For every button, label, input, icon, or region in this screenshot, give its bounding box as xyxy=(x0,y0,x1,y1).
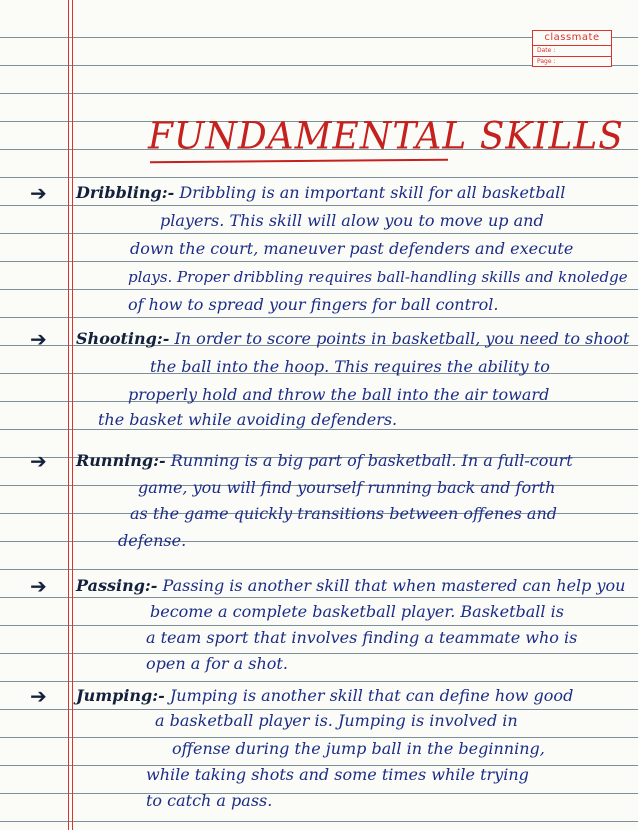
section-line: Passing:- Passing is another skill that when mastered can help you xyxy=(76,576,626,595)
section-line: Dribbling:- Dribbling is an important skill for all basketball xyxy=(76,183,566,202)
section-heading: Dribbling:- xyxy=(76,183,175,202)
section-heading: Running:- xyxy=(76,451,166,470)
margin-line xyxy=(72,0,73,830)
arrow-icon: ➔ xyxy=(30,684,47,708)
section-line: become a complete basketball player. Basketball is xyxy=(150,602,564,621)
section-line: players. This skill will alow you to move up and xyxy=(160,211,544,230)
section-line: while taking shots and some times while trying xyxy=(146,765,529,784)
section-line: the ball into the hoop. This requires the ability to xyxy=(150,357,550,376)
section-heading: Passing:- xyxy=(76,576,158,595)
margin-line xyxy=(68,0,69,830)
section-line: the basket while avoiding defenders. xyxy=(98,410,398,429)
arrow-icon: ➔ xyxy=(30,449,47,473)
section-line: of how to spread your fingers for ball control. xyxy=(128,295,499,314)
arrow-icon: ➔ xyxy=(30,181,47,205)
brand-box xyxy=(532,30,612,67)
section-line: properly hold and throw the ball into the air toward xyxy=(128,385,550,404)
section-line: down the court, maneuver past defenders and execute xyxy=(130,239,574,258)
section-heading: Jumping:- xyxy=(76,686,165,705)
section-line: Jumping:- Jumping is another skill that can define how good xyxy=(76,686,574,705)
section-line: as the game quickly transitions between offenes and xyxy=(130,504,557,523)
section-line: Shooting:- In order to score points in basketball, you need to shoot xyxy=(76,329,630,348)
arrow-icon: ➔ xyxy=(30,574,47,598)
arrow-icon: ➔ xyxy=(30,327,47,351)
date-field: Date : xyxy=(533,46,611,57)
section-line: offense during the jump ball in the beginning, xyxy=(172,739,545,758)
section-line: defense. xyxy=(118,531,187,550)
section-line: a basketball player is. Jumping is involved in xyxy=(155,711,518,730)
section-line: a team sport that involves finding a teammate who is xyxy=(146,628,578,647)
section-line: to catch a pass. xyxy=(146,791,273,810)
section-line: open a for a shot. xyxy=(146,654,288,673)
page-title: FUNDAMENTAL SKILLS xyxy=(148,114,624,158)
section-heading: Shooting:- xyxy=(76,329,170,348)
section-line: plays. Proper dribbling requires ball-handling skills and knoledge xyxy=(128,268,628,286)
page-field: Page : xyxy=(537,58,556,65)
section-line: Running:- Running is a big part of basketball. In a full-court xyxy=(76,451,573,470)
brand-logo: classmate xyxy=(533,31,611,46)
section-line: game, you will find yourself running back and forth xyxy=(138,478,556,497)
